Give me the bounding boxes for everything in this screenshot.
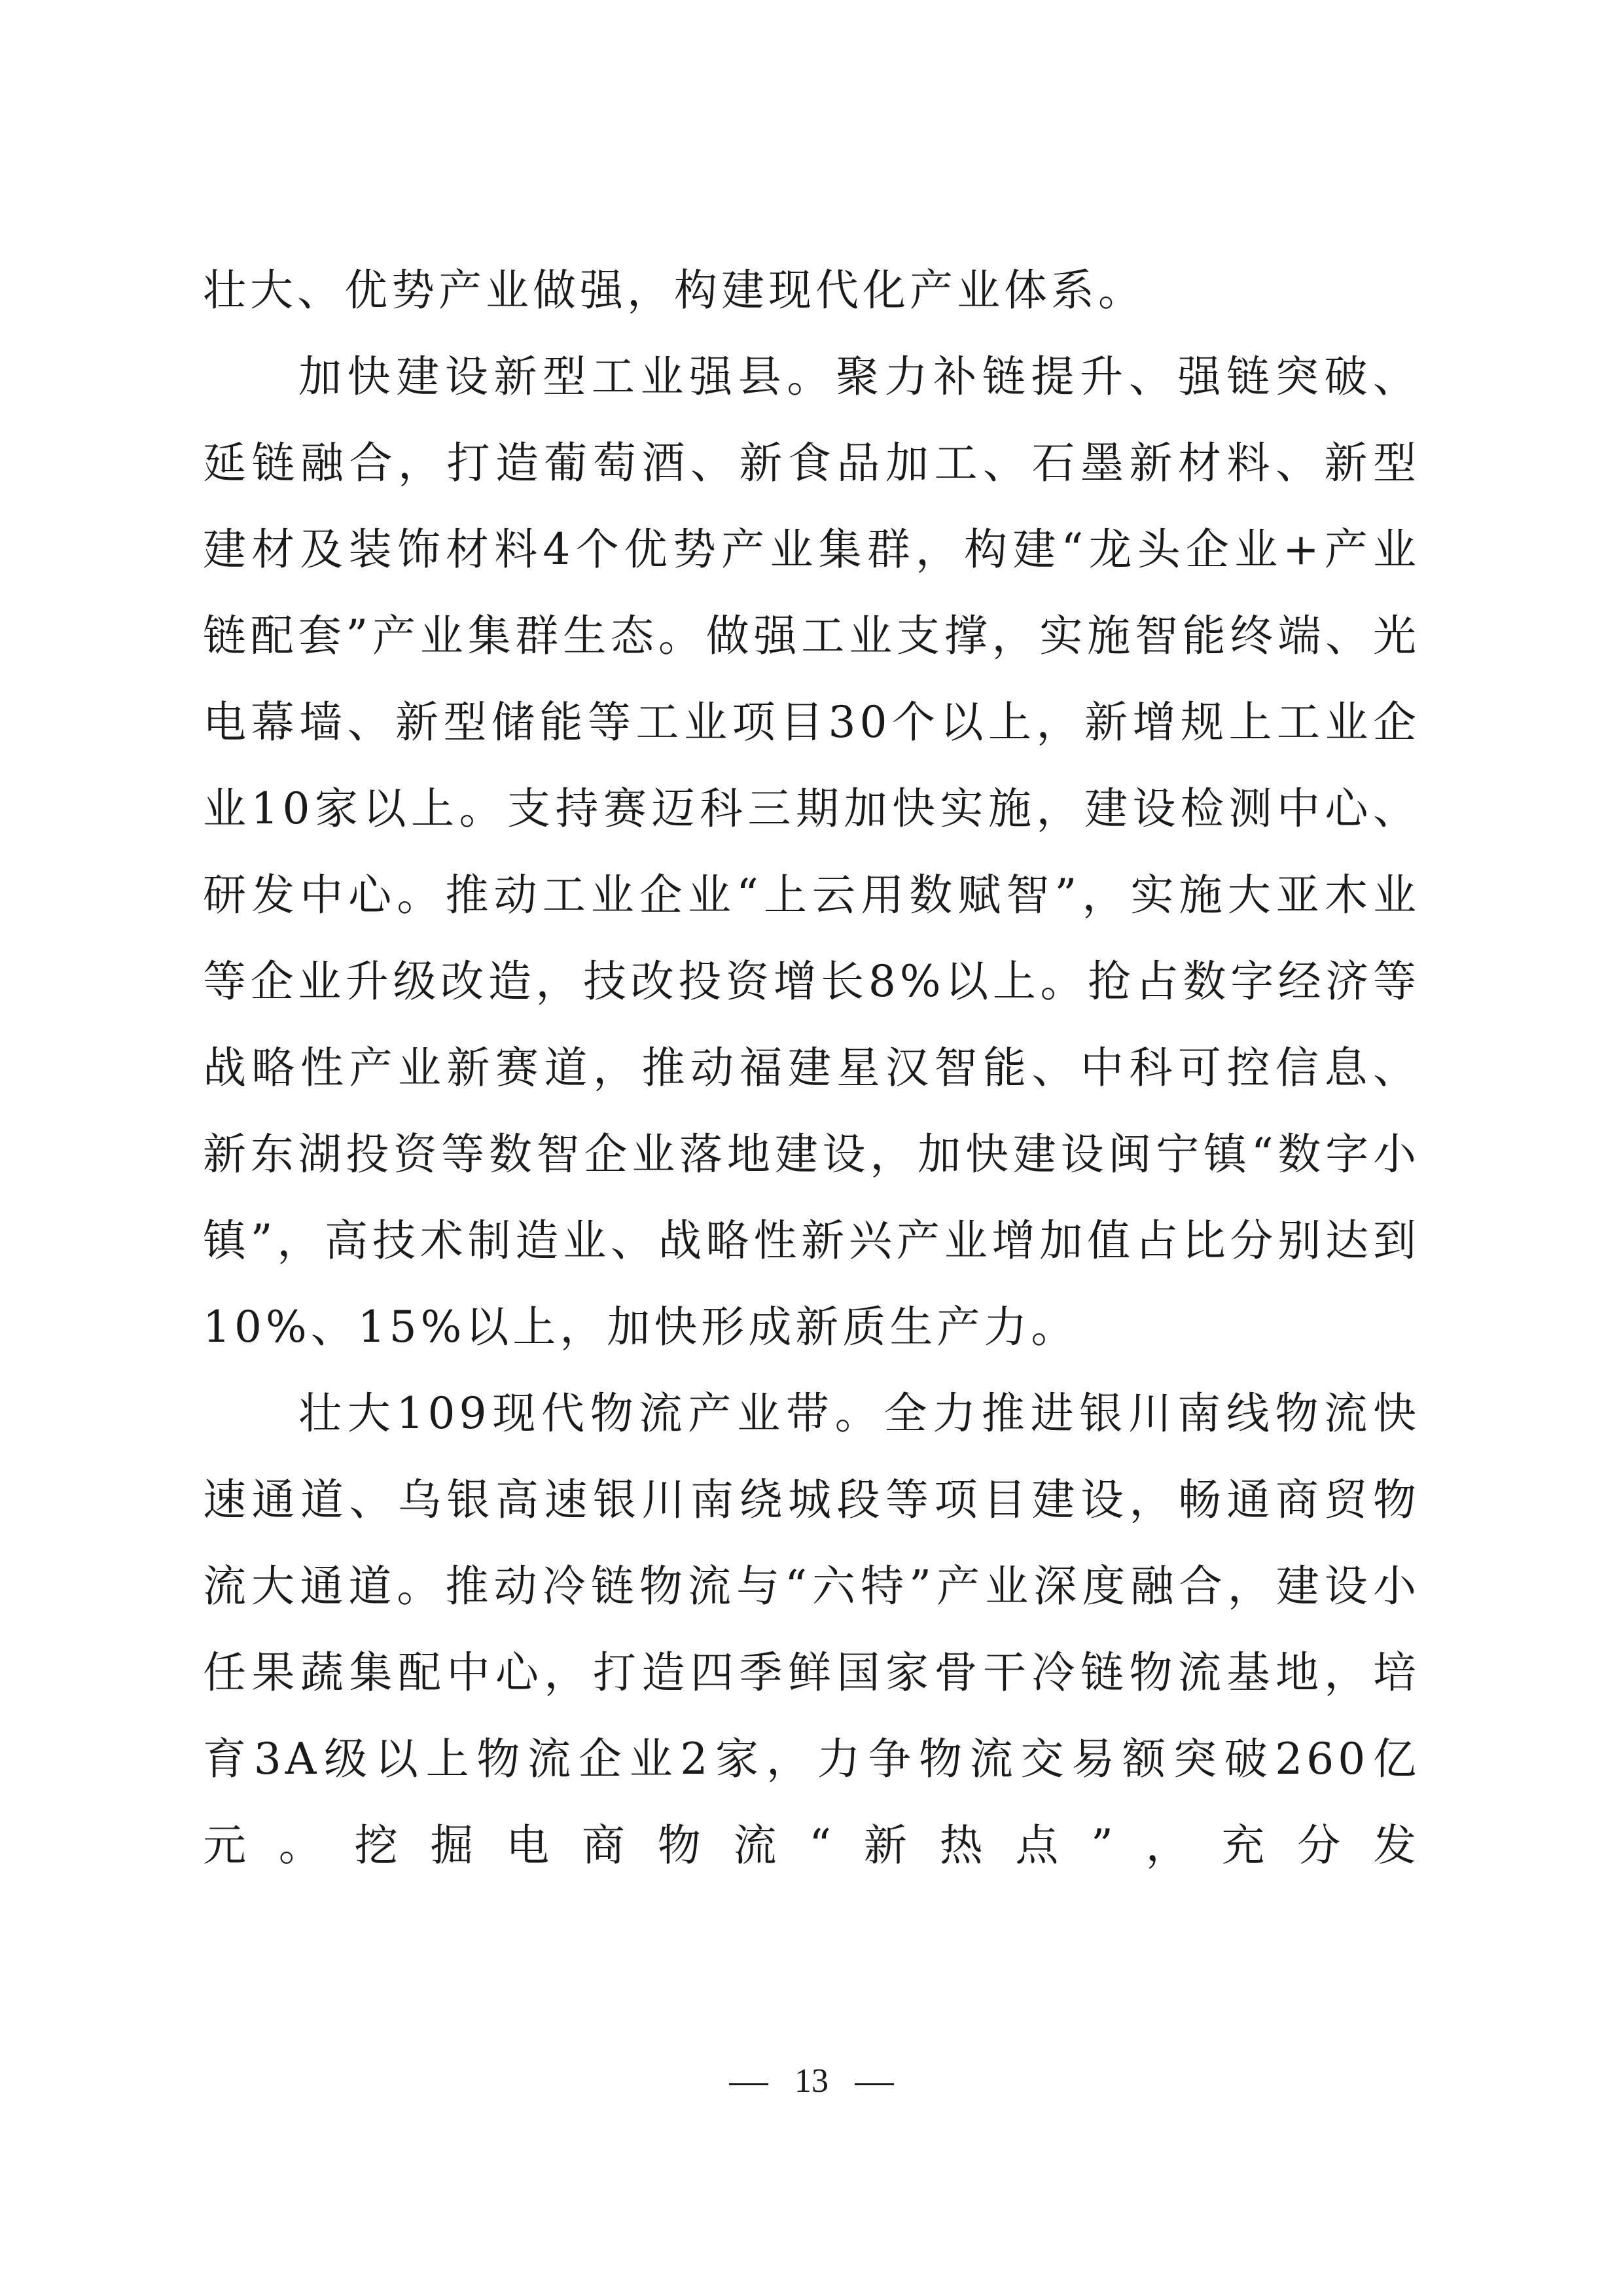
- footer-right-dash: [855, 2083, 894, 2085]
- document-body: [203, 247, 1420, 1889]
- page-footer: [0, 2055, 1623, 2108]
- footer-left-dash: [729, 2083, 768, 2085]
- page-number: 13: [794, 2062, 829, 2100]
- paragraph-industrial-county: 加快建设新型工业强县。聚力补链提升、强链突破、延链融合，打造葡萄酒、新食品加工、石墨新材料、新型建材及装饰材料4个优势产业集群，构建“龙头企业+产业链配套”产业集群生态。做强工业支撑，实施智能终端、光电幕墙、新型储能等工业项目30个以上，新增规上工业企业10家以上。支持赛迈科三期加快实施，建设检测中心、研发中心。推动工业企业“上云用数赋智”，实施大亚木业等企业升级改造，技改投资增长8%以上。抢占数字经济等战略性产业新赛道，推动福建星汉智能、中科可控信息、新东湖投资等数智企业落地建设，加快建设闽宁镇“数字小镇”，高技术制造业、战略性新兴产业增加值占比分别达到10%、15%以上，加快形成新质生产力。: [203, 351, 1420, 1352]
- paragraph-continuation: 壮大、优势产业做强，构建现代化产业体系。: [203, 265, 1145, 315]
- paragraph-logistics-belt: 壮大109现代物流产业带。全力推进银川南线物流快速通道、乌银高速银川南绕城段等项目建设，畅通商贸物流大通道。推动冷链物流与“六特”产业深度融合，建设小任果蔬集配中心，打造四季鲜国家骨干冷链物流基地，培育3A级以上物流企业2家，力争物流交易额突破260亿元。挖掘电商物流“新热点”，充分发: [203, 1388, 1420, 1871]
